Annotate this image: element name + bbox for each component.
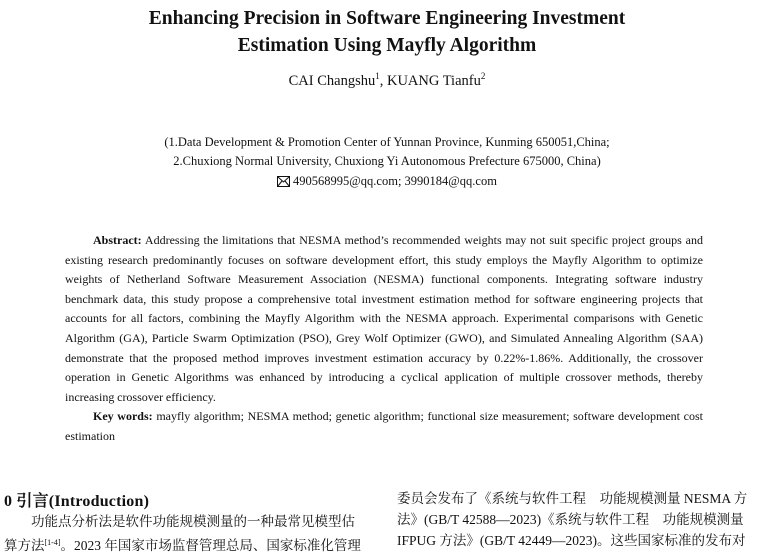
- intro-text-line: 功能点分析法是软件功能规模测量的一种最常见模型估: [31, 514, 355, 529]
- author-name: CAI Changshu: [288, 73, 376, 89]
- intro-text-segment: 。2023 年国家市场监督管理总局、国家标准化管理: [60, 538, 361, 553]
- author-affiliation-mark: 1: [375, 71, 380, 81]
- paper-title-line1: Enhancing Precision in Software Engineering Investment: [148, 8, 626, 29]
- citation-mark: [1-4]: [44, 538, 61, 547]
- intro-right-column: [397, 488, 767, 551]
- intro-text-line: 法》(GB/T 42588—2023)《系统与软件工程 功能规模测量: [397, 512, 744, 527]
- paper-title: [0, 5, 774, 59]
- intro-text-line: [4, 532, 370, 556]
- affiliation-line: 2.Chuxiong Normal University, Chuxiong Yi Autonomous Prefecture 675000, China): [173, 154, 601, 168]
- section-heading-introduction: 0 引言(Introduction): [4, 493, 150, 510]
- author-affiliation-mark: 2: [480, 71, 486, 81]
- intro-text-line: IFPUG 方法》(GB/T 42449—2023)。这些国家标准的发布对: [397, 533, 746, 548]
- author-separator: ,: [379, 73, 387, 89]
- email-line: [0, 174, 774, 191]
- envelope-icon: [277, 176, 290, 191]
- abstract-text: Addressing the limitations that NESMA method’s recommended weights may not suit specific project groups and existing research predominantly focuses on software development effort, this study employs the Mayfly Algorithm to optimize weights of Netherland Software Measurement Association (NESMA) functional components. Integrating software industry benchmark data, this study propose a comprehensive total investment estimation method for software engineering projects that accounts for all factors, combining the Mayfly Algorithm with the NESMA approach. Experimental comparisons with Genetic Algorithm (GA), Particle Swarm Optimization (PSO), Grey Wolf Optimizer (GWO), and Simulated Annealing Algorithm (SAA) demonstrate that the proposed method improves investment estimation accuracy by 0.22%-1.86%. Additionally, the crossover operation in Genetic Algorithms was enhanced by introducing a cyclical application of multiple crossover methods, thereby increasing crossover efficiency.: [65, 233, 703, 404]
- affiliation-line: (1.Data Development & Promotion Center of Yunnan Province, Kunming 650051,China;: [164, 135, 610, 149]
- abstract-paragraph: [65, 231, 703, 407]
- keywords-label: Key words:: [93, 409, 153, 424]
- intro-left-column: [4, 511, 370, 556]
- abstract-block: [65, 231, 703, 447]
- keywords-text: mayfly algorithm; NESMA method; genetic algorithm; functional size measurement; software development cost estimation: [65, 409, 703, 443]
- intro-text-line: 委员会发布了《系统与软件工程 功能规模测量 NESMA 方: [397, 491, 748, 506]
- keywords-paragraph: [65, 407, 703, 446]
- abstract-label: Abstract:: [93, 233, 142, 247]
- email-addresses: 490568995@qq.com; 3990184@qq.com: [293, 174, 497, 188]
- intro-text-segment: 算方法: [4, 538, 45, 553]
- paper-title-line2: Estimation Using Mayfly Algorithm: [237, 35, 537, 56]
- author-list: [0, 71, 774, 90]
- author-name: KUANG Tianfu: [386, 73, 481, 89]
